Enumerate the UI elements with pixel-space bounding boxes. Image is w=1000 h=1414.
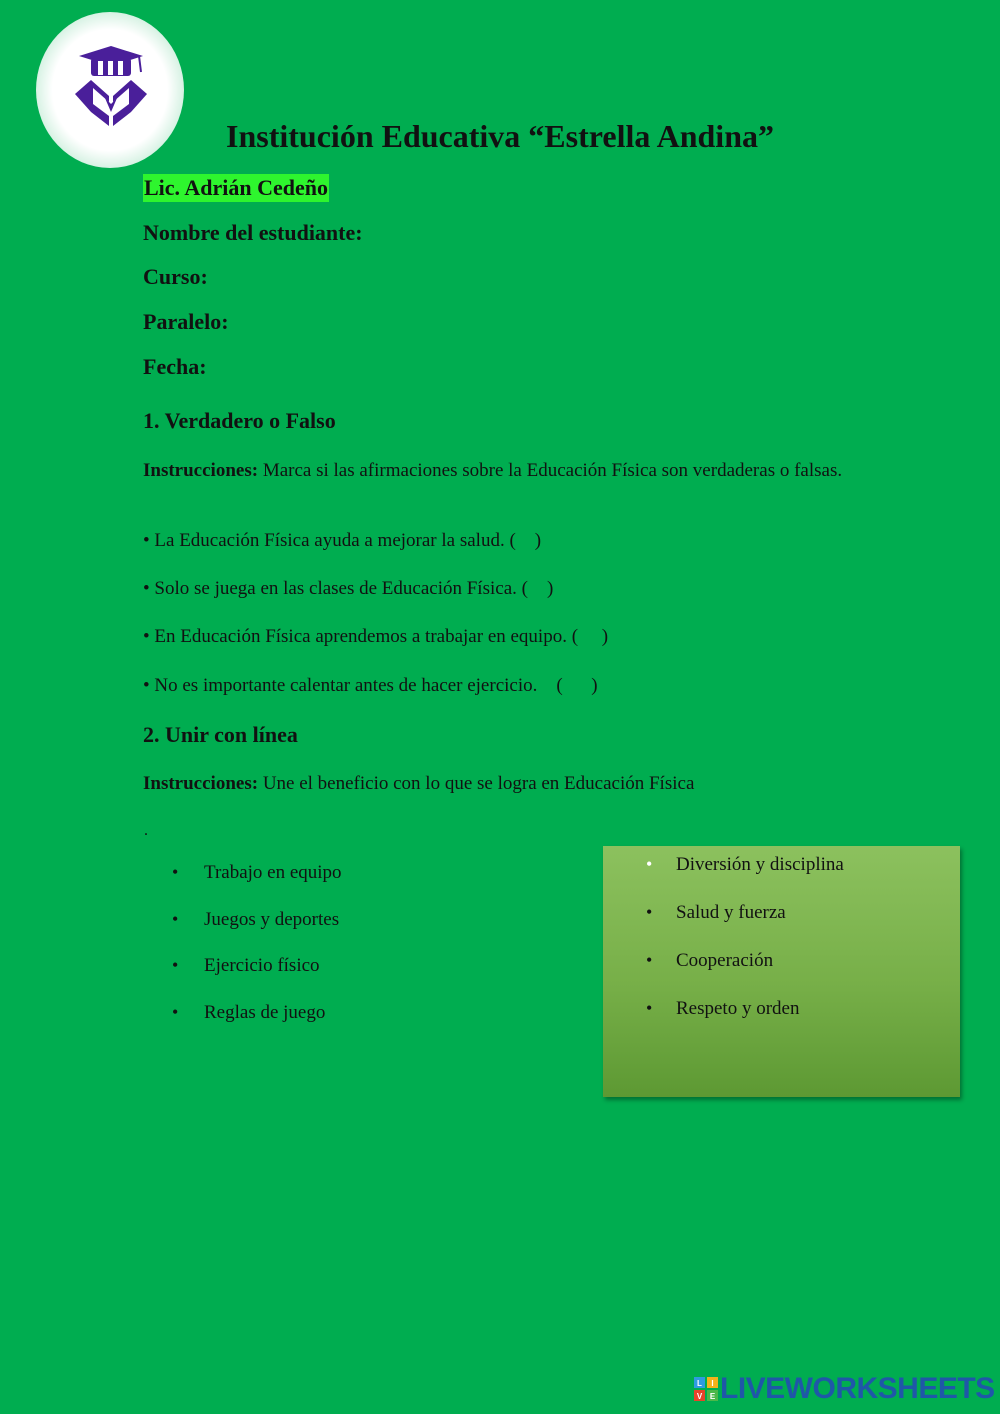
right-match-box xyxy=(603,846,960,1097)
page-title: Institución Educativa “Estrella Andina” xyxy=(226,118,774,154)
instructions-label: Instrucciones: xyxy=(143,773,259,794)
match-left-item[interactable]: • Juegos y deportes xyxy=(170,909,342,956)
section-2-instructions xyxy=(143,772,843,795)
match-left-item[interactable]: • Reglas de juego xyxy=(170,1002,342,1049)
section-1-instructions xyxy=(143,459,843,482)
left-match-list xyxy=(170,862,342,1048)
match-right-item[interactable]: • Respeto y orden xyxy=(643,998,844,1046)
match-left-item[interactable]: • Ejercicio físico xyxy=(170,955,342,1002)
instructions-text: Marca si las afirmaciones sobre la Educación Física son verdaderas o falsas. xyxy=(258,460,843,481)
instructions-text: Une el beneficio con lo que se logra en Educación Física xyxy=(258,773,695,794)
teacher-name: Lic. Adrián Cedeño xyxy=(144,175,328,200)
right-match-list xyxy=(643,854,844,1046)
match-right-item[interactable]: • Salud y fuerza xyxy=(643,902,844,950)
statement-3[interactable]: • En Educación Física aprendemos a trabajar en equipo. ( ) xyxy=(143,626,609,647)
liveworksheets-logo-icon xyxy=(694,1377,718,1401)
date-label: Fecha: xyxy=(143,354,207,379)
statement-1[interactable]: • La Educación Física ayuda a mejorar la salud. ( ) xyxy=(143,530,542,551)
statement-2[interactable]: • Solo se juega en las clases de Educación Física. ( ) xyxy=(143,578,554,599)
brand-name[interactable]: LIVEWORKSHEETS xyxy=(720,1372,995,1405)
liveworksheets-brand xyxy=(694,1374,995,1404)
match-right-item[interactable]: • Cooperación xyxy=(643,950,844,998)
match-right-item[interactable]: • Diversión y disciplina xyxy=(643,854,844,902)
match-left-item[interactable]: • Trabajo en equipo xyxy=(170,862,342,909)
section-2-heading: 2. Unir con línea xyxy=(143,722,298,747)
statement-4[interactable]: • No es importante calentar antes de hacer ejercicio. ( ) xyxy=(143,675,598,696)
logo-letter-l: L xyxy=(697,1379,702,1388)
logo-letter-e: E xyxy=(709,1392,716,1401)
stray-dot: . xyxy=(144,822,148,839)
graduation-book-icon xyxy=(69,42,153,130)
logo-letter-v: V xyxy=(696,1392,703,1401)
section-label: Paralelo: xyxy=(143,309,229,334)
student-name-label: Nombre del estudiante: xyxy=(143,220,363,245)
instructions-label: Instrucciones: xyxy=(143,460,259,481)
course-label: Curso: xyxy=(143,264,208,289)
section-1-heading: 1. Verdadero o Falso xyxy=(143,408,336,433)
logo-letter-i: I xyxy=(711,1379,714,1388)
